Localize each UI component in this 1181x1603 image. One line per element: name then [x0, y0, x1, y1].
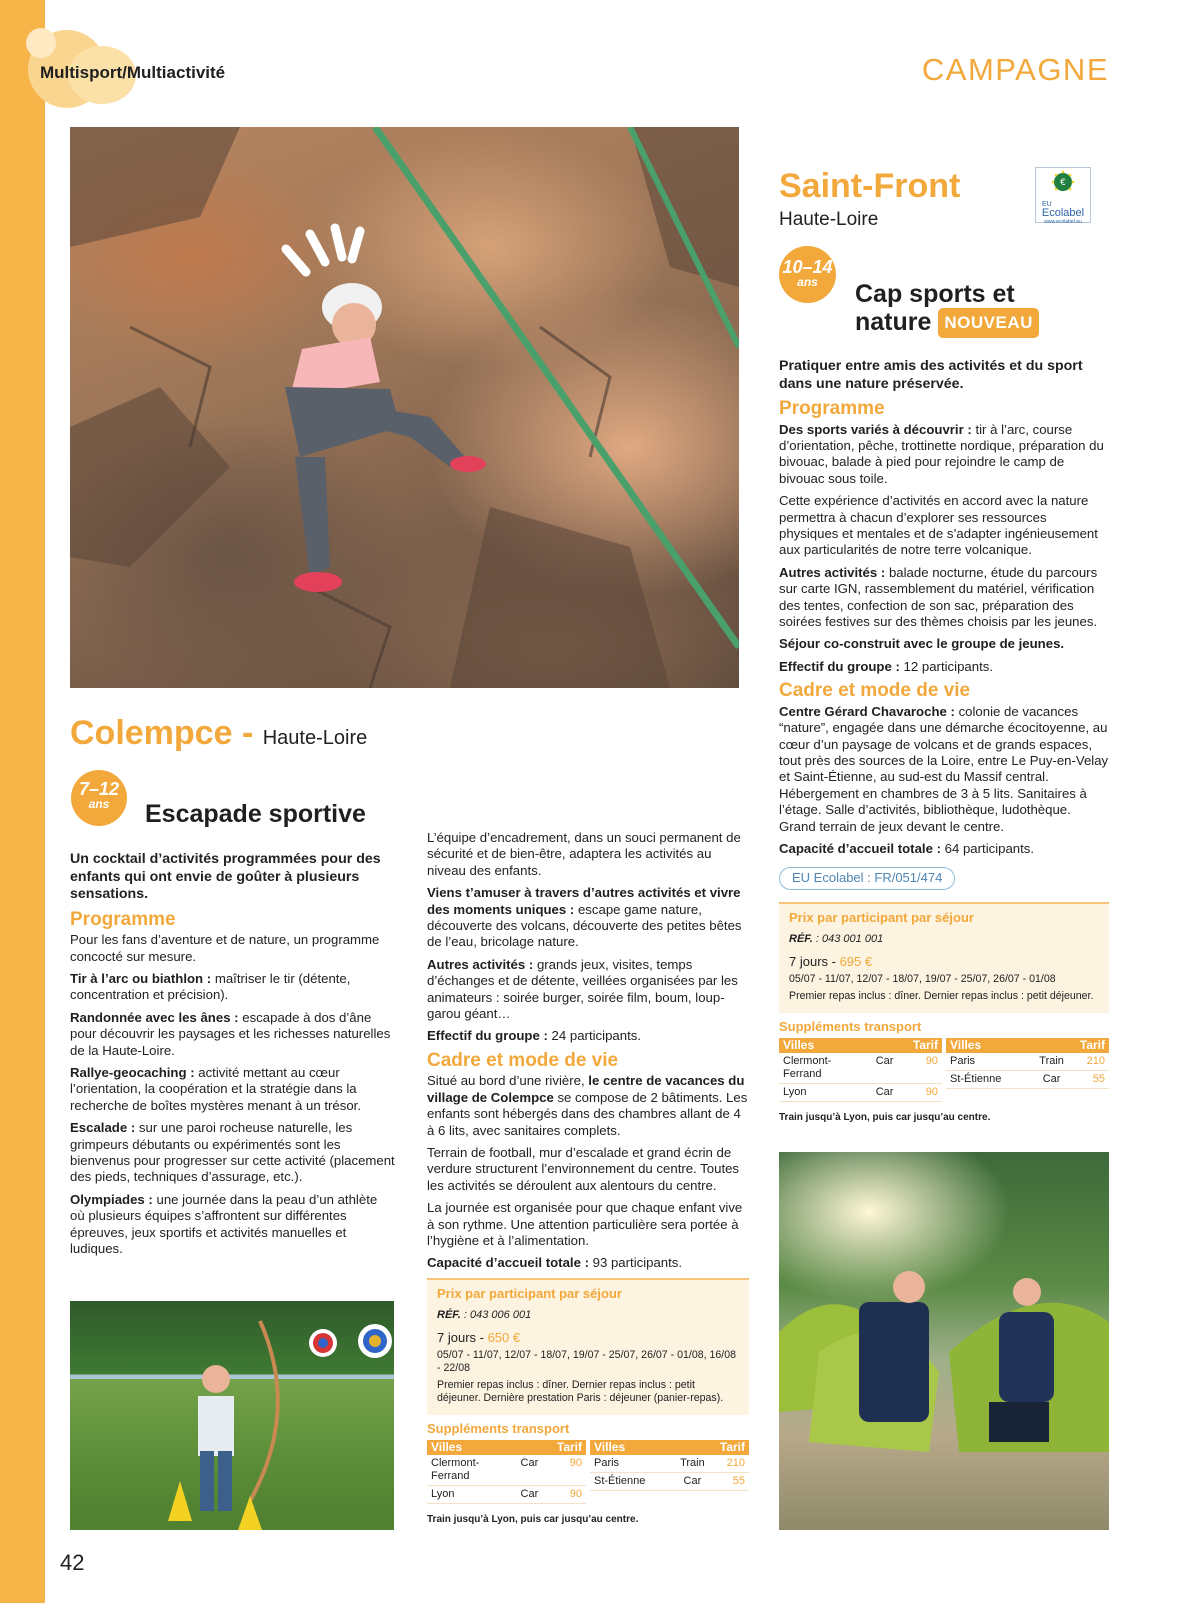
colempce-item-rando: Randonnée avec les ânes : escapade à dos d’âne pour découvrir les paysages et les richesses naturelles de la Haute-Loire. [70, 1009, 391, 1058]
colempce-programme-heading: Programme [70, 908, 176, 930]
colempce-item-tir: Tir à l’arc ou biathlon : maîtriser le tir (détente, concentration et précision). [70, 971, 351, 1003]
table-header: Villes Tarif [590, 1440, 749, 1455]
colempce-cadre-heading: Cadre et mode de vie [427, 1049, 619, 1071]
price-dates: 05/07 - 11/07, 12/07 - 18/07, 19/07 - 25/07, 26/07 - 01/08 [789, 972, 1056, 985]
ecolabel-eu: EU [1042, 201, 1052, 208]
saintfront-cadre-heading: Cadre et mode de vie [779, 680, 971, 702]
colempce-col-right [427, 830, 749, 1529]
colempce-lead: Un cocktail d’activités programmées pour des enfants qui ont envie de goûter à plusieurs sensations. [70, 851, 381, 903]
price-notes: Premier repas inclus : dîner. Dernier repas inclus : petit déjeuner. Dernière prestation Paris : déjeuner (panier-repas). [437, 1378, 724, 1404]
colempce-col-left [70, 851, 395, 1264]
category-label: Multisport/Multiactivité [40, 63, 226, 82]
colempce-cadre-p3: La journée est organisée pour que chaque enfant vive à son rythme. Une attention particulière sera portée à l’hygiène et à l’alimentation. [427, 1200, 743, 1248]
age-unit: ans [797, 275, 818, 289]
price-heading: Prix par participant par séjour [437, 1285, 622, 1301]
saintfront-sports: Des sports variés à découvrir : tir à l’arc, course d’orientation, pêche, trottinette nordique, préparation du bivouac, balade à pied pour rejoindre le camp de bivouac sous toile. [779, 421, 1104, 486]
colempce-capacite: Capacité d’accueil totale : 93 participants. [427, 1255, 683, 1271]
price-ref: RÉF. : 043 001 001 [789, 933, 884, 946]
ecolabel-logo [1035, 167, 1091, 223]
transport-note: Train jusqu’à Lyon, puis car jusqu’au centre. [779, 1112, 991, 1124]
saintfront-age-badge [779, 246, 836, 303]
table-row: Paris Train 210 [946, 1053, 1109, 1071]
svg-text:€: € [1060, 178, 1066, 188]
table-row: Lyon Car 90 [779, 1084, 942, 1102]
price-duration: 7 jours - 695 € [789, 953, 873, 969]
ecolabel-flower-icon [1036, 168, 1090, 196]
table-header: Villes Tarif [779, 1038, 942, 1053]
archery-illustration [70, 1301, 394, 1530]
colempce-viens: Viens t’amuser à travers d’autres activités et vivre des moments uniques : escape game nature, découverte des volcans, découverte des petites bêtes de l’eau, bricolage nature. [427, 885, 742, 950]
colempce-item-rallye: Rallye-geocaching : activité mettant au cœur l’orientation, la coopération et la stratégie dans la recherche de boîtes mystères menant à un trésor. [70, 1065, 362, 1113]
climbing-illustration [70, 127, 739, 688]
colempce-title [70, 714, 367, 753]
age-range: 10–14 [782, 257, 833, 277]
colempce-cadre-p1: Situé au bord d’une rivière, le centre de vacances du village de Colempce se compose de 2 bâtiments. Les enfants sont hébergés dans des chambres allant de 4 à 6 lits, avec sanitaires complets. [427, 1073, 748, 1138]
saintfront-capacite: Capacité d’accueil totale : 64 participants. [779, 840, 1035, 856]
table-row: Clermont-Ferrand Car 90 [779, 1053, 942, 1084]
table-row: Clermont-Ferrand Car 90 [427, 1455, 586, 1486]
colempce-price-box [427, 1278, 749, 1415]
saintfront-programme-heading: Programme [779, 398, 885, 420]
nouveau-badge: NOUVEAU [938, 308, 1039, 338]
age-unit: ans [88, 797, 110, 811]
table-row: Lyon Car 90 [427, 1486, 586, 1504]
age-range: 7–12 [78, 779, 120, 799]
table-row: Paris Train 210 [590, 1455, 749, 1473]
price-heading: Prix par participant par séjour [789, 909, 974, 925]
saintfront-subtitle: Cap sports et nature NOUVEAU [855, 280, 1039, 338]
saintfront-title: Saint-Front [779, 167, 961, 205]
ecolabel-url: www.ecolabel.eu [1044, 219, 1082, 225]
colempce-transport-table [427, 1440, 749, 1504]
colempce-cadre-p2: Terrain de football, mur d’escalade et grand écrin de verdure structurent l’environnement du centre. Toutes les activités se déroulent aux alentours du centre. [427, 1144, 740, 1193]
climbing-photo [70, 127, 739, 688]
archery-photo [70, 1301, 394, 1530]
table-row: St-Étienne Car 55 [946, 1071, 1109, 1089]
saintfront-effectif: Effectif du groupe : 12 participants. [779, 658, 993, 674]
saintfront-experience: Cette expérience d’activités en accord avec la nature permettra à chacun d’explorer ses ressources physiques et mentales et de s’adapter ingénieusement aux particularités de notre terre volcanique. [779, 493, 1098, 558]
colempce-age-badge [71, 770, 127, 826]
colempce-transport-heading: Suppléments transport [427, 1420, 570, 1436]
page-number: 42 [60, 1550, 85, 1575]
price-notes: Premier repas inclus : dîner. Dernier repas inclus : petit déjeuner. [789, 989, 1094, 1002]
decor-bubble [26, 28, 56, 58]
price-dates: 05/07 - 11/07, 12/07 - 18/07, 19/07 - 25/07, 26/07 - 01/08, 16/08 - 22/08 [437, 1348, 737, 1374]
saintfront-transport-heading: Suppléments transport [779, 1018, 922, 1034]
table-row: St-Étienne Car 55 [590, 1473, 749, 1491]
tents-photo [779, 1152, 1109, 1530]
price-duration: 7 jours - 650 € [437, 1329, 521, 1345]
saintfront-lead: Pratiquer entre amis des activités et du sport dans une nature préservée. [779, 358, 1083, 392]
saintfront-region: Haute-Loire [779, 209, 879, 230]
colempce-region: Haute-Loire [262, 727, 368, 749]
colempce-autres: Autres activités : grands jeux, visites, temps d’échanges et de détente, veillées organisées par les animateurs : soirée burger, soirée film, boum, loup-garou géant… [427, 956, 738, 1022]
colempce-equipe: L’équipe d’encadrement, dans un souci permanent de sécurité et de bien-être, adaptera les activités au niveau des enfants. [427, 830, 741, 878]
colempce-item-olympiades: Olympiades : une journée dans la peau d’un athlète où plusieurs équipes s’affrontent sur différentes épreuves, jeux sportifs et activités manuelles et ludiques. [70, 1191, 378, 1257]
transport-note: Train jusqu’à Lyon, puis car jusqu’au centre. [427, 1514, 639, 1526]
colempce-item-escalade: Escalade : sur une paroi rocheuse naturelle, les grimpeurs débutants ou expérimentés sont les bienvenus pour progresser sur cette activité (placement des pieds, techniques d’assurage, etc.). [70, 1120, 395, 1185]
colempce-programme-intro: Pour les fans d’aventure et de nature, un programme concocté sur mesure. [70, 932, 380, 964]
price-ref: RÉF. : 043 006 001 [437, 1309, 532, 1322]
section-title: CAMPAGNE [921, 52, 1109, 87]
table-header: Villes Tarif [946, 1038, 1109, 1053]
saintfront-autres: Autres activités : balade nocturne, étude du parcours sur carte IGN, rassemblement du matériel, vérification des tentes, confection de son sac, préparation des soirées festives sur des thèmes choisis par les jeunes. [779, 564, 1098, 630]
colempce-effectif: Effectif du groupe : 24 participants. [427, 1028, 641, 1044]
ecolabel-reference: EU Ecolabel : FR/051/474 [779, 867, 955, 889]
saintfront-sejour: Séjour co-construit avec le groupe de jeunes. [779, 636, 1065, 652]
tents-illustration [779, 1152, 1109, 1530]
colempce-subtitle: Escapade sportive [145, 800, 366, 828]
colempce-title-text: Colempce - [70, 714, 263, 752]
saintfront-price-box [779, 902, 1109, 1013]
ecolabel-name: Ecolabel [1041, 207, 1085, 219]
table-header: Villes Tarif [427, 1440, 586, 1455]
orange-side-stripe [0, 0, 45, 1603]
saintfront-transport-table [779, 1038, 1109, 1102]
saintfront-col [779, 358, 1109, 1127]
saintfront-centre: Centre Gérard Chavaroche : colonie de vacances “nature”, engagée dans une démarche écocitoyenne, au cœur d’un paysage de volcans et de grands espaces, tout près des sources de la Loire, entre Le Puy-en-Velay et Saint-Étienne, au sud-est du Massif central. Hébergement en chambres de 3 à 5 lits. Sanitaires à l’étage. Salle d’activités, bibliothèque, ludothèque. Grand terrain de jeux devant le centre. [779, 703, 1109, 834]
